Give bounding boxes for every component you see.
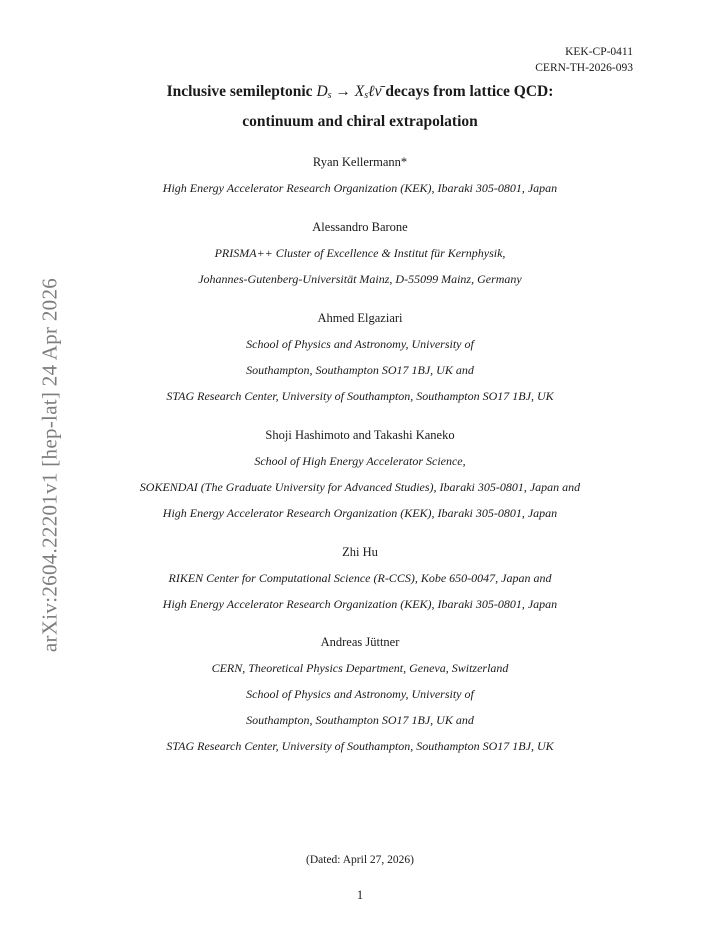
- title-line-2: continuum and chiral extrapolation: [242, 113, 478, 130]
- author-name: Ahmed Elgaziari: [317, 311, 403, 325]
- page-number: 1: [356, 888, 364, 902]
- affiliation-line: School of Physics and Astronomy, University of: [246, 687, 474, 701]
- affiliation-line: High Energy Accelerator Research Organization (KEK), Ibaraki 305-0801, Japan: [162, 506, 558, 520]
- affiliation-line: High Energy Accelerator Research Organization (KEK), Ibaraki 305-0801, Japan: [162, 181, 558, 195]
- affiliation-line: STAG Research Center, University of Southampton, Southampton SO17 1BJ, UK: [166, 389, 554, 403]
- title-line-1: Inclusive semileptonic $D_s$ → $X_s\ell\nū$ decays from lattice QCD:: [166, 83, 554, 101]
- report-numbers: [535, 44, 633, 76]
- affiliation-line: PRISMA++ Cluster of Excellence & Institut für Kernphysik,: [214, 246, 506, 260]
- affiliation-line: Southampton, Southampton SO17 1BJ, UK and: [246, 363, 474, 377]
- author-name: Shoji Hashimoto and Takashi Kaneko: [265, 428, 455, 442]
- affiliation-line: School of High Energy Accelerator Science,: [254, 454, 466, 468]
- author-name: Alessandro Barone: [312, 220, 408, 234]
- affiliation-line: STAG Research Center, University of Southampton, Southampton SO17 1BJ, UK: [166, 739, 554, 753]
- affiliation-line: CERN, Theoretical Physics Department, Geneva, Switzerland: [211, 661, 509, 675]
- author-name: Andreas Jüttner: [320, 635, 400, 649]
- affiliation-line: RIKEN Center for Computational Science (R-CCS), Kobe 650-0047, Japan and: [168, 571, 552, 585]
- report-number: CERN-TH-2026-093: [535, 62, 633, 74]
- affiliation-line: Southampton, Southampton SO17 1BJ, UK and: [246, 713, 474, 727]
- affiliation-line: SOKENDAI (The Graduate University for Advanced Studies), Ibaraki 305-0801, Japan and: [139, 480, 581, 494]
- affiliation-line: School of Physics and Astronomy, University of: [246, 337, 474, 351]
- dated-line: (Dated: April 27, 2026): [306, 854, 414, 866]
- paper-title: [0, 79, 720, 135]
- report-number: KEK-CP-0411: [565, 46, 633, 58]
- affiliation-line: Johannes-Gutenberg-Universität Mainz, D-55099 Mainz, Germany: [198, 272, 522, 286]
- affiliation-line: High Energy Accelerator Research Organization (KEK), Ibaraki 305-0801, Japan: [162, 597, 558, 611]
- arxiv-stamp: arXiv:2604.22201v1 [hep-lat] 24 Apr 2026: [37, 277, 62, 653]
- author-name: Zhi Hu: [342, 545, 378, 559]
- author-name: Ryan Kellermann*: [312, 155, 408, 169]
